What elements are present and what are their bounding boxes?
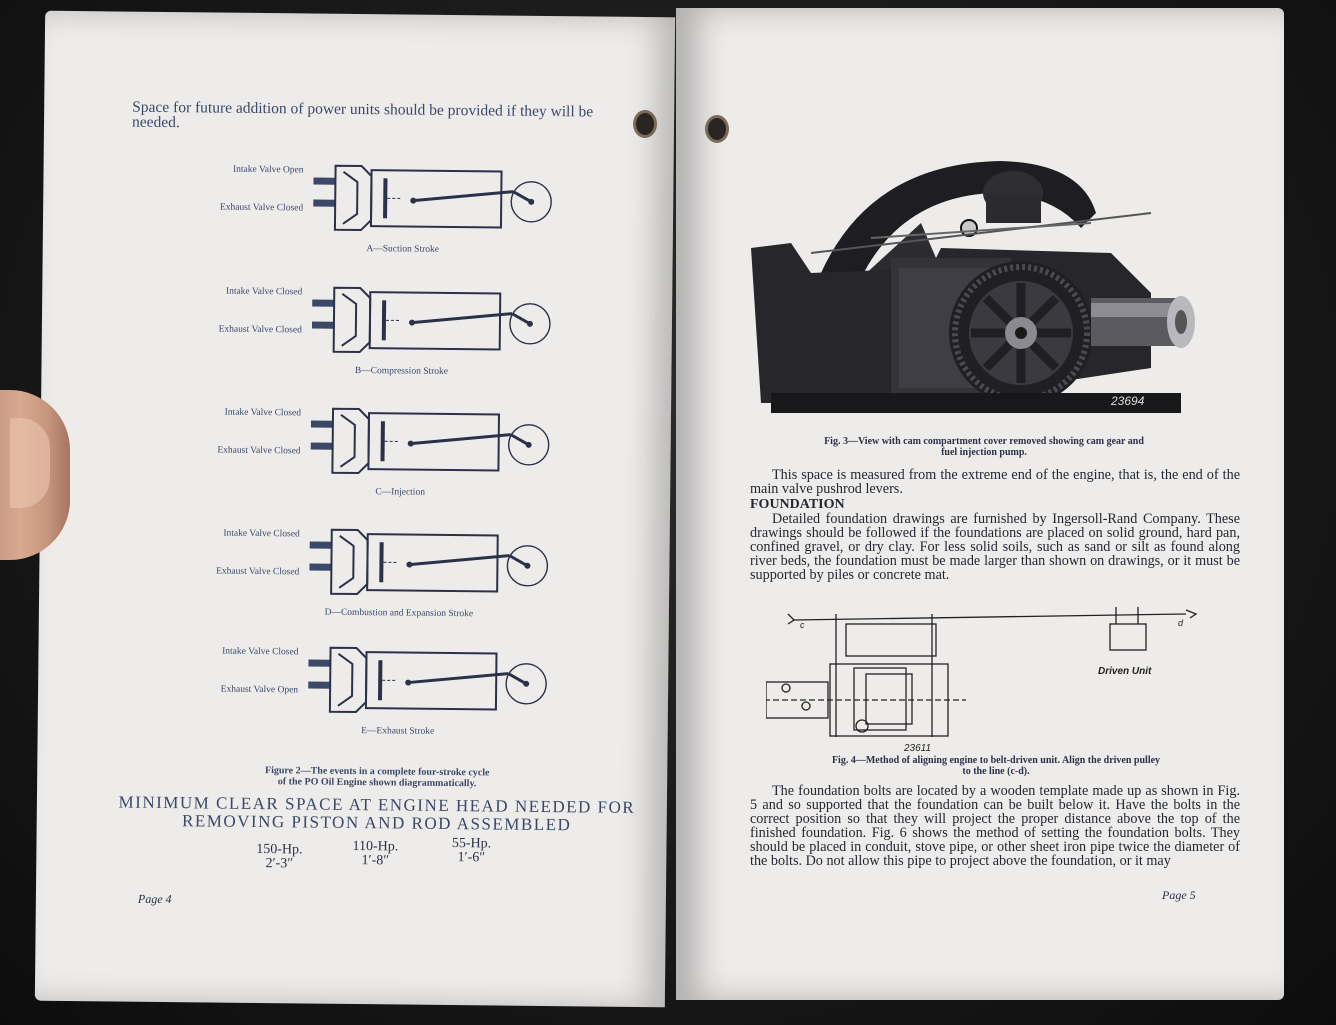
clearance-hp: 55-Hp. <box>451 836 492 852</box>
binder-hole-right <box>708 118 726 140</box>
paragraph-space-measured <box>750 468 1240 496</box>
figure-2-caption-line2: of the PO Oil Engine shown diagrammatically. <box>277 776 477 790</box>
valve-label-top: Intake Valve Closed <box>224 407 302 419</box>
valve-label-bottom: Exhaust Valve Closed <box>219 202 304 214</box>
figure-3-caption-line2: fuel injection pump. <box>941 447 1027 458</box>
valve-label-bottom: Exhaust Valve Closed <box>216 566 300 578</box>
figure-4-caption <box>786 755 1206 777</box>
thumbnail-highlight <box>10 418 50 508</box>
figure-4-caption-line1: Fig. 4—Method of aligning engine to belt-driven unit. Align the driven pulley <box>831 755 1161 766</box>
left-page <box>35 11 675 1008</box>
figure-3-caption <box>804 436 1164 458</box>
right-page <box>676 8 1284 1000</box>
figure-3-caption-line1: Fig. 3—View with cam compartment cover removed showing cam gear and <box>824 436 1144 447</box>
valve-label-top: Intake Valve Closed <box>222 646 299 658</box>
clearance-hp: 150-Hp. <box>256 841 303 858</box>
valve-label-top: Intake Valve Open <box>232 164 304 176</box>
paragraph-text: Detailed foundation drawings are furnished by Ingersoll-Rand Company. These drawings should be followed if the foundations are placed on solid ground, hard pan, confined gravel, or dry clay. For less solid soils, such as sand or silt as found along river beds, the foundation must be made larger than shown on drawings, or it must be supported by piles or concrete mat. <box>750 511 1240 583</box>
page-number-left: Page 4 <box>137 891 172 907</box>
engine-cycle-diagram <box>313 160 554 243</box>
stroke-caption: E—Exhaust Stroke <box>361 726 435 737</box>
engine-cycle-diagram <box>312 282 553 365</box>
clearance-hp: 110-Hp. <box>352 838 399 855</box>
foundation-heading: FOUNDATION <box>750 497 845 512</box>
clearance-heading-line1: MINIMUM CLEAR SPACE AT ENGINE HEAD NEEDED FOR <box>118 792 636 817</box>
stroke-caption: C—Injection <box>375 487 426 498</box>
valve-label-top: Intake Valve Closed <box>225 286 303 298</box>
photo-number: 23694 <box>1111 394 1145 408</box>
clearance-space: 1′-8″ <box>361 853 390 869</box>
valve-label-bottom: Exhaust Valve Closed <box>218 324 302 336</box>
figure-4-number: 23611 <box>904 743 932 752</box>
figure-2-caption-line1: Figure 2—The events in a complete four-stroke cycle <box>264 765 490 779</box>
intro-text: Space for future addition of power units should be provided if they will be needed. <box>131 98 594 132</box>
engine-cycle-diagram <box>310 403 551 486</box>
clearance-55hp <box>436 837 506 866</box>
valve-label-bottom: Exhaust Valve Closed <box>217 445 301 457</box>
page-number-right: Page 5 <box>1162 888 1196 902</box>
stroke-caption: D—Combustion and Expansion Stroke <box>324 607 474 620</box>
stroke-caption: B—Compression Stroke <box>354 365 449 377</box>
valve-label-top: Intake Valve Closed <box>223 528 300 540</box>
figure-4-caption-line2: to the line (c-d). <box>962 766 1030 777</box>
paragraph-text: This space is measured from the extreme end of the engine, that is, the end of the main valve pushrod levers. <box>750 467 1240 497</box>
figure-2-caption <box>187 764 567 790</box>
line-point-d: d <box>1178 618 1184 628</box>
clearance-110hp <box>340 840 410 869</box>
paragraph-foundation-bolts <box>750 784 1240 868</box>
alignment-diagram <box>766 602 1226 752</box>
valve-label-bottom: Exhaust Valve Open <box>220 684 299 696</box>
binder-hole-left <box>636 113 654 135</box>
paragraph-foundation <box>750 512 1240 582</box>
engine-photo <box>751 153 1226 418</box>
driven-unit-label: Driven Unit <box>1098 666 1152 677</box>
stroke-caption: A—Suction Stroke <box>366 244 440 255</box>
engine-cycle-diagram <box>308 642 549 725</box>
clearance-heading <box>107 793 647 835</box>
clearance-space: 2′-3″ <box>265 856 294 872</box>
clearance-150hp <box>244 843 314 872</box>
paragraph-text: The foundation bolts are located by a wooden template made up as shown in Fig. 5 and so supported that the foundation can be built below it. Have the bolts in the correct position so that they will project the proper distance above the top of the finished foundation. Fig. 6 shows the method of setting the foundation bolts. They should be placed in conduit, stove pipe, or other sheet iron pipe twice the diameter of the bolts. Do not allow this pipe to project above the foundation, or it may <box>750 783 1240 869</box>
line-point-c: c <box>800 620 805 630</box>
engine-cycle-diagram <box>309 524 550 607</box>
clearance-heading-line2: REMOVING PISTON AND ROD ASSEMBLED <box>182 811 572 835</box>
clearance-space: 1′-6″ <box>457 850 486 866</box>
